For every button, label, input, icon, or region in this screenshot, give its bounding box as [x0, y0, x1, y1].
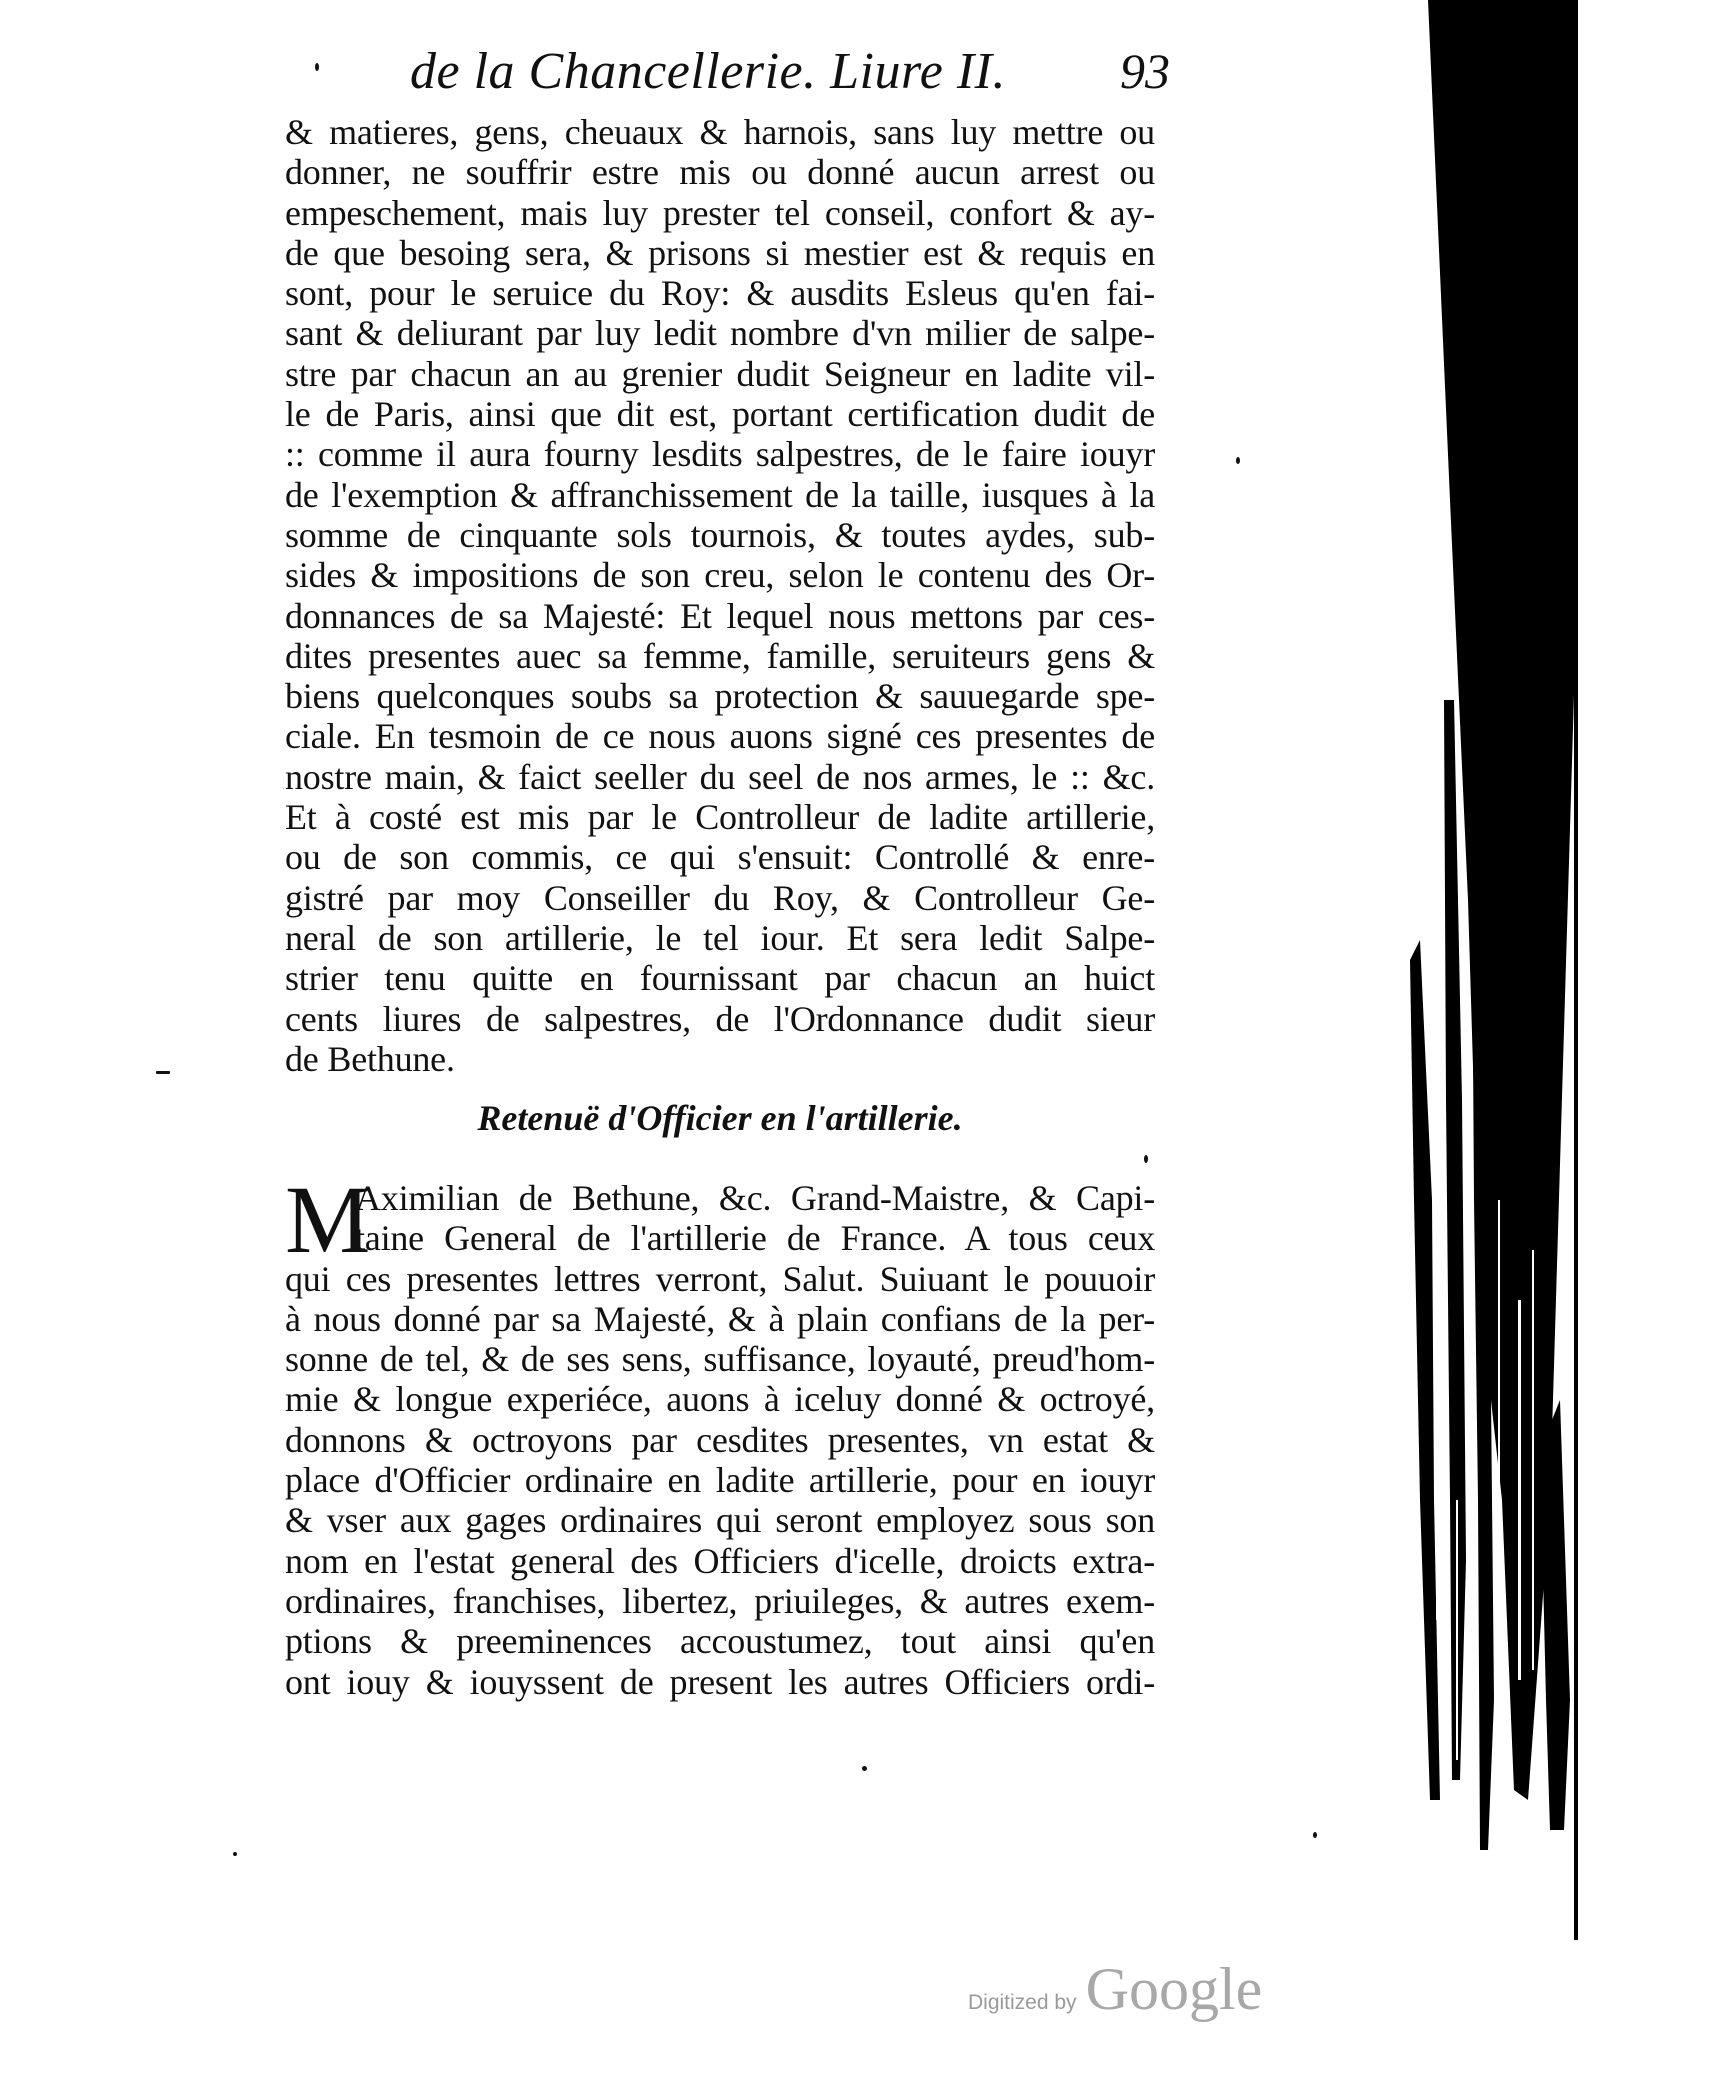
text-line: nostre main, & faict seeller du seel de nos armes, le :: &c.: [285, 756, 1155, 797]
scan-speck: [1144, 1155, 1148, 1163]
text-line: ou de son commis, ce qui s'ensuit: Controllé & enre-: [285, 837, 1155, 878]
text-line: & vser aux gages ordinaires qui seront employez sous son: [285, 1500, 1155, 1541]
text-line: donner, ne souffrir estre mis ou donné aucun arrest ou: [285, 152, 1155, 193]
text-line: qui ces presentes lettres verront, Salut. Suiuant le pouuoir: [285, 1258, 1155, 1299]
text-line: taine General de l'artillerie de France. A tous ceux: [355, 1218, 1155, 1259]
text-line: & matieres, gens, cheuaux & harnois, sans luy mettre ou: [285, 112, 1155, 152]
text-line: ont iouy & iouyssent de present les autres Officiers ordi-: [285, 1661, 1155, 1702]
section-heading: Retenuë d'Officier en l'artillerie.: [477, 1098, 963, 1138]
paragraph-1: [285, 112, 1155, 1079]
text-line: dites presentes auec sa femme, famille, seruiteurs gens &: [285, 635, 1155, 676]
text-line: le de Paris, ainsi que dit est, portant certification dudit de: [285, 394, 1155, 435]
page-edge-shadow: [1410, 0, 1580, 1960]
running-title: de la Chancellerie. Liure II.: [410, 43, 1006, 100]
text-line: ordinaires, franchises, libertez, priuileges, & autres exem-: [285, 1580, 1155, 1621]
page-number: 93: [1120, 43, 1170, 99]
text-line: ptions & preeminences accoustumez, tout ainsi qu'en: [285, 1621, 1155, 1662]
scan-speck: [862, 1766, 867, 1771]
scan-speck: [1236, 457, 1240, 464]
text-line: de l'exemption & affranchissement de la taille, iusques à la: [285, 474, 1155, 515]
paragraph-2: [285, 1166, 1155, 1702]
text-line: sonne de tel, & de ses sens, suffisance, loyauté, preud'hom-: [285, 1339, 1155, 1380]
text-line: somme de cinquante sols tournois, & toutes aydes, sub-: [285, 514, 1155, 555]
digitized-label: Digitized by: [968, 1991, 1077, 2014]
text-line: nom en l'estat general des Officiers d'icelle, droicts extra-: [285, 1540, 1155, 1581]
text-line: de Bethune.: [285, 1038, 455, 1079]
text-line: gistré par moy Conseiller du Roy, & Controlleur Ge-: [285, 877, 1155, 918]
text-line: sont, pour le seruice du Roy: & ausdits Esleus qu'en fai-: [285, 273, 1155, 314]
scan-speck: [1313, 1832, 1317, 1838]
text-line: Aximilian de Bethune, &c. Grand-Maistre, & Capi-: [355, 1178, 1155, 1218]
text-line: biens quelconques soubs sa protection & sauuegarde spe-: [285, 676, 1155, 717]
text-line: place d'Officier ordinaire en ladite artillerie, pour en iouyr: [285, 1460, 1155, 1501]
digitized-by-watermark: [968, 1955, 1262, 2024]
drop-cap: M: [285, 1166, 371, 1273]
text-line: à nous donné par sa Majesté, & à plain confians de la per-: [285, 1298, 1155, 1339]
text-line: strier tenu quitte en fournissant par chacun an huict: [285, 958, 1155, 999]
scan-speck: [315, 63, 319, 71]
text-line: empeschement, mais luy prester tel conseil, confort & ay-: [285, 192, 1155, 233]
running-head: [410, 42, 1170, 112]
text-line: cents liures de salpestres, de l'Ordonnance dudit sieur: [285, 998, 1155, 1039]
text-line: stre par chacun an au grenier dudit Seigneur en ladite vil-: [285, 353, 1155, 394]
text-line: :: comme il aura fourny lesdits salpestres, de le faire iouyr: [285, 434, 1155, 475]
scan-speck: [233, 1852, 237, 1856]
text-line: donnances de sa Majesté: Et lequel nous mettons par ces-: [285, 595, 1155, 636]
google-logo: Google: [1085, 1956, 1263, 2022]
scan-speck: [156, 1071, 170, 1074]
text-line: ciale. En tesmoin de ce nous auons signé ces presentes de: [285, 716, 1155, 757]
text-line: neral de son artillerie, le tel iour. Et sera ledit Salpe-: [285, 917, 1155, 958]
text-line: sides & impositions de son creu, selon le contenu des Or-: [285, 555, 1155, 596]
text-line: de que besoing sera, & prisons si mestier est & requis en: [285, 232, 1155, 273]
text-line: sant & deliurant par luy ledit nombre d'vn milier de salpe-: [285, 313, 1155, 354]
text-line: donnons & octroyons par cesdites presentes, vn estat &: [285, 1419, 1155, 1460]
text-line: mie & longue experiéce, auons à iceluy donné & octroyé,: [285, 1379, 1155, 1420]
text-line: Et à costé est mis par le Controlleur de ladite artillerie,: [285, 797, 1155, 838]
